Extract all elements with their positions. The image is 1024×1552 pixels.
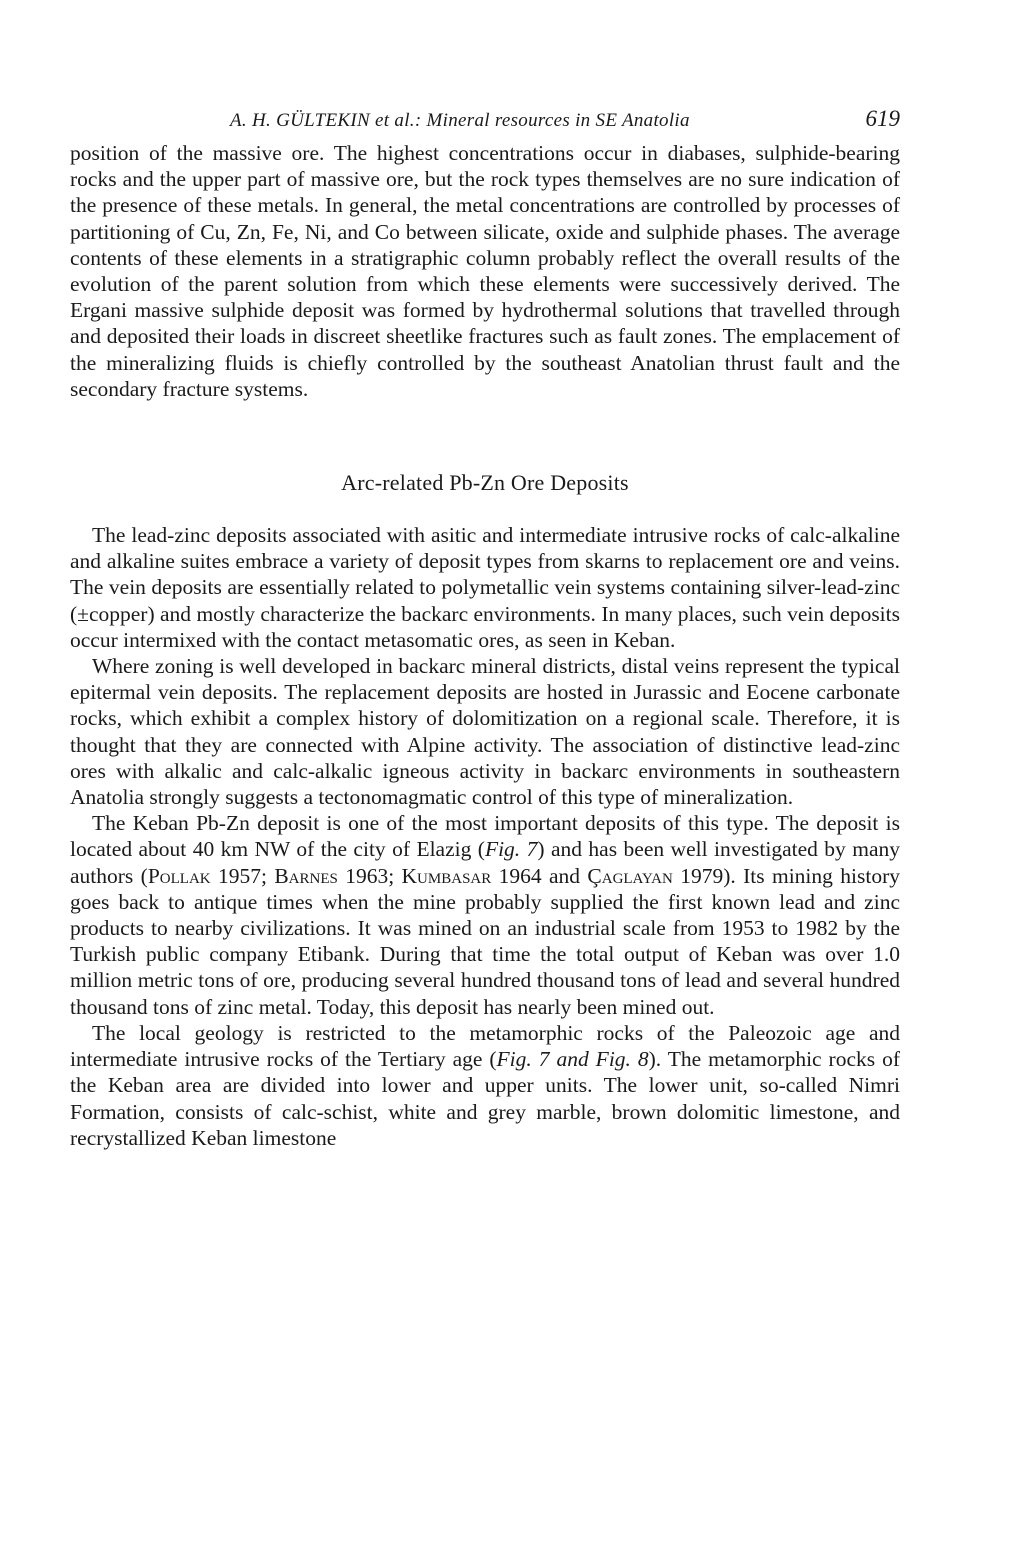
text-span: The local geology is restricted to the metamorphic rocks of the Paleozoic age and intermediate intrusive rocks of the Tertiary age ( <box>70 1020 900 1072</box>
text-span: 1964 and <box>491 863 588 888</box>
author-citation: Çaglayan <box>587 863 673 888</box>
paragraph-zoning: Where zoning is well developed in backarc mineral districts, distal veins represent the typical epitermal vein deposits. The replacement deposits are hosted in Jurassic and Eocene carbonate rocks, which exhibit a complex history of dolomitization on a regional scale. Therefore, it is thought that they are connected with Alpine activity. The association of distinctive lead-zinc ores with alkalic and calc-alkalic igneous activity in backarc environments in southeastern Anatolia strongly suggests a tectonomagmatic control of this type of mineralization. <box>70 654 900 810</box>
author-citation: Barnes <box>274 863 338 888</box>
section-heading: Arc-related Pb-Zn Ore Deposits <box>341 470 629 496</box>
section-header <box>70 470 900 496</box>
paragraph-keban-deposit <box>70 810 900 1020</box>
text-span: ) and has been well investigated by many authors ( <box>70 837 901 888</box>
figure-reference: Fig. 7 and Fig. 8 <box>496 1047 649 1072</box>
paragraph-continued: position of the massive ore. The highest concentrations occur in diabases, sulphide-bearing rocks and the upper part of massive ore, but the rock types themselves are no sure indication of the presence of these metals. In general, the metal concentrations are controlled by processes of partitioning of Cu, Zn, Fe, Ni, and Co between silicate, oxide and sulphide phases. The average contents of these elements in a stratigraphic column probably reflect the overall results of the evolution of the parent solution from which these elements were successively derived. The Ergani massive sulphide deposit was formed by hydrothermal solutions that travelled through and deposited their loads in discreet sheetlike fractures such as fault zones. The emplacement of the mineralizing fluids is chiefly controlled by the southeast Anatolian thrust fault and the secondary fracture systems. <box>70 141 900 401</box>
figure-reference: Fig. 7 <box>484 837 538 862</box>
running-title: A. H. GÜLTEKIN et al.: Mineral resources in SE Anatolia <box>230 110 690 131</box>
text-span: 1979). Its mining history goes back to antique times when the mine probably supplied the first known lead and zinc products to nearby civilizations. It was mined on an industrial scale from 1953 to 1982 by the Turkish public company Etibank. During that time the total output of Keban was over 1.0 million metric tons of ore, producing several hundred thousand tons of lead and several hundred thousand tons of zinc metal. Today, this deposit has nearly been mined out. <box>70 863 900 1019</box>
paragraph-deposit-types: The lead-zinc deposits associated with asitic and intermediate intrusive rocks of calc-alkaline and alkaline suites embrace a variety of deposit types from skarns to replacement ore and veins. The vein deposits are essentially related to polymetallic vein systems containing silver-lead-zinc (±copper) and mostly characterize the backarc environments. In many places, such vein deposits occur intermixed with the contact metasomatic ores, as seen in Keban. <box>70 523 900 652</box>
text-span: The Keban Pb-Zn deposit is one of the most important deposits of this type. The deposit is located about 40 km NW of the city of Elazig ( <box>70 811 900 862</box>
text-span: ). The metamorphic rocks of the Keban area are divided into lower and upper units. The lower unit, so-called Nimri Formation, consists of calc-schist, white and grey marble, brown dolomitic limestone, and recrystallized Keban limestone <box>70 1047 900 1150</box>
author-citation: Pollak <box>147 863 211 888</box>
paragraph-local-geology <box>70 1020 900 1151</box>
text-span: 1963; <box>337 863 402 888</box>
text-span: 1957; <box>210 863 275 888</box>
running-head <box>70 104 900 140</box>
author-citation: Kumbasar <box>401 863 492 888</box>
page <box>70 104 900 1151</box>
page-number: 619 <box>865 106 900 131</box>
